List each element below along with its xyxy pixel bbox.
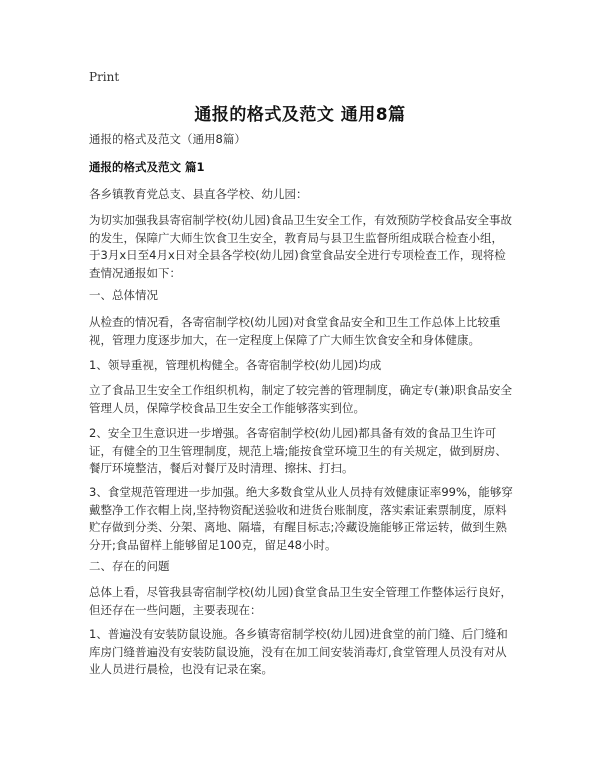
paragraph-point-1: 1、领导重视，管理机构健全。各寄宿制学校(幼儿园)均成 bbox=[89, 358, 382, 372]
paragraph-point-3: 3、食堂规范管理进一步加强。绝大多数食堂从业人员持有效健康证率99%，能够穿戴整净工作衣帽上岗,坚持物资配送验收和进货台账制度，落实索证索票制度，原料贮存做到分类、分架、离地、隔墙，有醒目标志;冷藏设施能够正常运转，做到生熟分开;食品留样上能够留足100克，留足48小时。 bbox=[89, 485, 513, 552]
paragraph-problem-1: 1、普遍没有安装防鼠设施。各乡镇寄宿制学校(幼儿园)进食堂的前门缝、后门缝和库房门缝普遍没有安装防鼠设施，没有在加工间安装消毒灯,食堂管理人员没有对从业人员进行晨检，也没有记录在案。 bbox=[89, 627, 508, 676]
paragraph-point-2: 2、安全卫生意识进一步增强。各寄宿制学校(幼儿园)都具备有效的食品卫生许可证，有健全的卫生管理制度，规范上墙;能按食堂环境卫生的有关规定，做到厨房、餐厅环境整洁，餐后对餐厅及时清理、擦抹、打扫。 bbox=[89, 426, 507, 475]
section-heading-overall: 一、总体情况 bbox=[89, 288, 158, 302]
section-heading: 通报的格式及范文 篇1 bbox=[89, 160, 205, 174]
print-label[interactable]: Print bbox=[89, 70, 120, 84]
paragraph-problems: 总体上看，尽管我县寄宿制学校(幼儿园)食堂食品卫生安全管理工作整体运行良好，但还存在一些问题，主要表现在： bbox=[89, 585, 512, 617]
paragraph-overall: 从检查的情况看，各寄宿制学校(幼儿园)对食堂食品安全和卫生工作总体上比较重视，管理力度逐步加大，在一定程度上保障了广大师生饮食安全和身体健康。 bbox=[89, 315, 501, 347]
document-title: 通报的格式及范文 通用8篇 bbox=[194, 105, 406, 125]
section-heading-problems: 二、存在的问题 bbox=[89, 559, 170, 573]
paragraph-addressee: 各乡镇教育党总支、县直各学校、幼儿园： bbox=[89, 187, 308, 201]
paragraph-point-1-cont: 立了食品卫生安全工作组织机构，制定了较完善的管理制度，确定专(兼)职食品安全管理人员，保障学校食品卫生安全工作能够落实到位。 bbox=[89, 383, 512, 415]
document-subtitle: 通报的格式及范文（通用8篇） bbox=[89, 132, 246, 146]
paragraph-intro: 为切实加强我县寄宿制学校(幼儿园)食品卫生安全工作，有效预防学校食品安全事故的发生，保障广大师生饮食卫生安全，教育局与县卫生监督所组成联合检查小组，于3月x日至4月x日对全县各学校(幼儿园)食堂食品安全进行专项检查工作，现将检查情况通报如下： bbox=[89, 213, 512, 280]
